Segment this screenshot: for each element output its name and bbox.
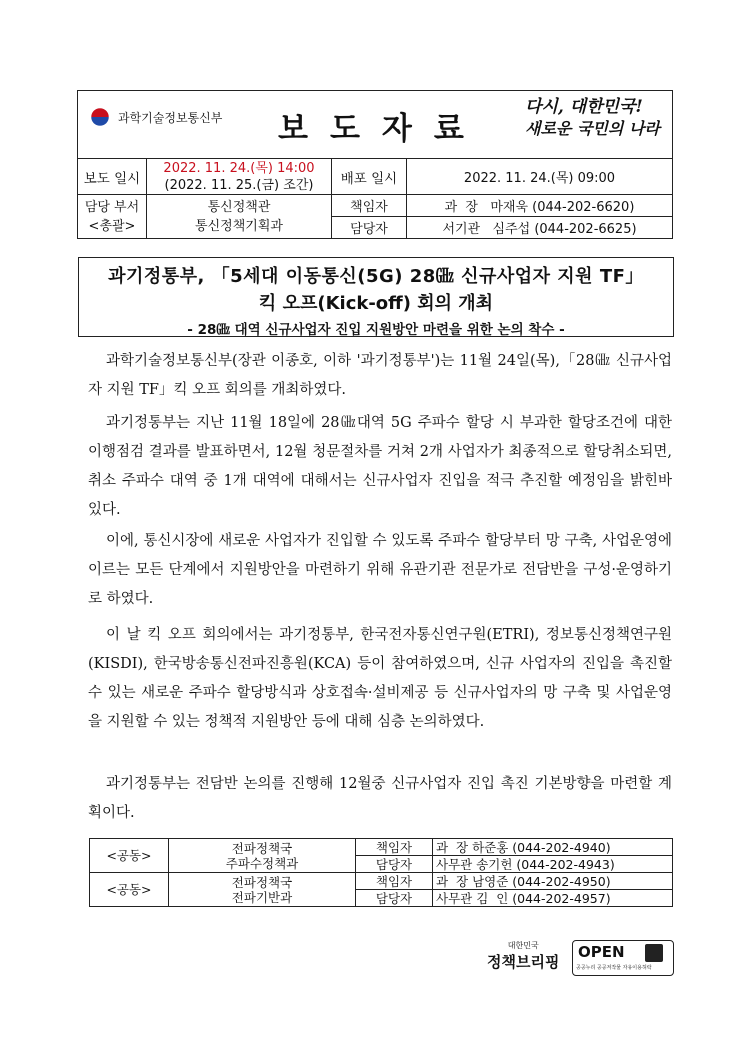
- contact-1-tag: <공동>: [90, 839, 169, 873]
- contact-1-staff-label: 담당자: [356, 856, 433, 873]
- report-date-label: 보도 일시: [78, 159, 147, 195]
- headline-line-2: 킥 오프(Kick-off) 회의 개최: [258, 293, 494, 314]
- contact-2-dept: [169, 873, 356, 907]
- contact-2-staff-label: 담당자: [356, 890, 433, 907]
- kogl-subtext: 공공누리 공공저작물 자유이용허락: [576, 965, 652, 971]
- header-banner: [78, 91, 673, 159]
- contact-1-dept-2: 주파수정책과: [225, 855, 299, 871]
- contact-table: [89, 838, 673, 907]
- dept-label-text: 담당 부서: [84, 199, 140, 215]
- paragraph-1-text: 과학기술정보통신부(장관 이종호, 이하 '과기정통부')는 11월 24일(목),「28㎓ 신규사업자 지원 TF」킥 오프 회의를 개최하였다.: [88, 353, 672, 398]
- contact-2-staff: 사무관 김 인 (044-202-4957): [433, 890, 673, 907]
- contact-1-resp: 과 장 하준홍 (044-202-4940): [433, 839, 673, 856]
- paragraph-4: [88, 621, 672, 737]
- slogan: [525, 97, 660, 139]
- policy-briefing-logo: [487, 940, 559, 972]
- dept-name-2: 통신정책기획과: [195, 218, 283, 234]
- dept-name: [147, 195, 332, 239]
- headline-subtitle: - 28㎓ 대역 신규사업자 진입 지원방안 마련을 위한 논의 착수 -: [187, 322, 565, 338]
- headline-line-1: 과기정통부, 「5세대 이동통신(5G) 28㎓ 신규사업자 지원 TF」: [108, 266, 644, 287]
- report-date: [147, 159, 332, 195]
- contact-2-dept-2: 전파기반과: [231, 889, 293, 905]
- contact-2-tag: <공동>: [90, 873, 169, 907]
- policy-briefing-main: 정책브리핑: [487, 953, 560, 971]
- policy-briefing-small: 대한민국: [507, 941, 539, 950]
- staff-value: 서기관 심주섭 (044-202-6625): [407, 217, 673, 239]
- contact-1-resp-label: 책임자: [356, 839, 433, 856]
- slogan-line-2: 새로운 국민의 나라: [525, 119, 660, 138]
- contact-1-dept: [169, 839, 356, 873]
- document-title: 보도자료: [278, 111, 486, 147]
- contact-2-resp-label: 책임자: [356, 873, 433, 890]
- report-date-2: (2022. 11. 25.(금) 조간): [164, 177, 314, 193]
- kogl-open-badge: [572, 940, 674, 976]
- dist-date-label: 배포 일시: [332, 159, 407, 195]
- contact-2-resp: 과 장 남영준 (044-202-4950): [433, 873, 673, 890]
- resp-value: 과 장 마재욱 (044-202-6620): [407, 195, 673, 217]
- dist-date: 2022. 11. 24.(목) 09:00: [407, 159, 673, 195]
- ministry-name: 과학기술정보통신부: [118, 111, 223, 125]
- paragraph-5-text: 과기정통부는 전담반 논의를 진행해 12월중 신규사업자 진입 촉진 기본방향을 마련할 계획이다.: [88, 776, 672, 821]
- contact-2-dept-1: 전파정책국: [231, 874, 293, 890]
- header-table: [77, 90, 673, 239]
- headline-box: [78, 257, 674, 337]
- resp-label: 책임자: [332, 195, 407, 217]
- dept-name-1: 통신정책관: [207, 199, 271, 215]
- paragraph-4-text: 이 날 킥 오프 회의에서는 과기정통부, 한국전자통신연구원(ETRI), 정보통신정책연구원(KISDI), 한국방송통신전파진흥원(KCA) 등이 참여하였으며, 신규 사업자의 진입을 촉진할 수 있는 새로운 주파수 할당방식과 상호접속·설비제공 등 신규사업자의 망 구축 및 사업운영을 지원할 수 있는 정책적 지원방안 등에 대해 심층 논의하였다.: [88, 627, 672, 730]
- government-emblem-icon: [88, 105, 112, 129]
- kogl-open-text: OPEN: [578, 943, 625, 961]
- paragraph-3-text: 이에, 통신시장에 새로운 사업자가 진입할 수 있도록 주파수 할당부터 망 구축, 사업운영에 이르는 모든 단계에서 지원방안을 마련하기 위해 유관기관 전문가로 전담반을 구성·운영하기로 하였다.: [88, 533, 672, 607]
- report-date-1: 2022. 11. 24.(목) 14:00: [163, 160, 315, 176]
- paragraph-2: [88, 409, 672, 525]
- staff-label: 담당자: [332, 217, 407, 239]
- dept-sub-label: <총괄>: [88, 218, 136, 234]
- paragraph-5: [88, 770, 672, 828]
- slogan-line-1: 다시, 대한민국!: [525, 97, 643, 117]
- contact-1-dept-1: 전파정책국: [231, 840, 293, 856]
- kogl-attribution-icon: [645, 944, 663, 962]
- dept-label: [78, 195, 147, 239]
- paragraph-1: [88, 347, 672, 405]
- contact-1-staff: 사무관 송기헌 (044-202-4943): [433, 856, 673, 873]
- paragraph-2-text: 과기정통부는 지난 11월 18일에 28㎓대역 5G 주파수 할당 시 부과한 할당조건에 대한 이행점검 결과를 발표하면서, 12월 청문절차를 거쳐 2개 사업자가 최종적으로 할당취소되면, 취소 주파수 대역 중 1개 대역에 대해서는 신규사업자 진입을 적극 추진할 예정임을 밝힌바 있다.: [88, 415, 672, 518]
- paragraph-3: [88, 527, 672, 614]
